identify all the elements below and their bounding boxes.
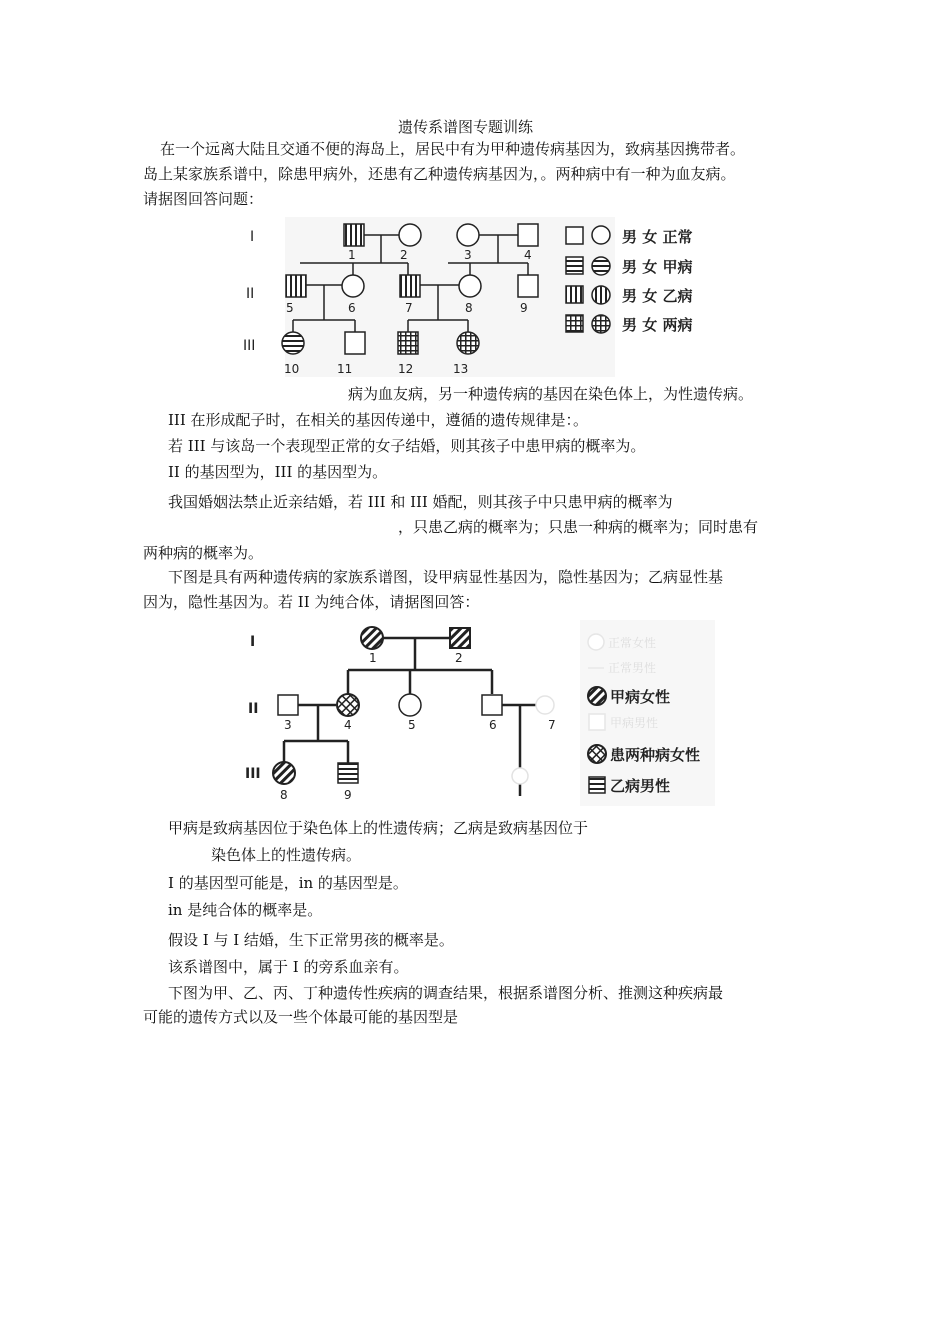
fig1-person-12 <box>398 332 418 354</box>
fig1-legend-disease-b: 男 女 乙病 <box>622 287 693 305</box>
fig1-num-12: 12 <box>398 362 414 376</box>
fig1-person-13 <box>457 332 479 354</box>
p3-line-2: 可能的遗传方式以及一些个体最可能的基因型是 <box>143 1008 459 1026</box>
intro-line-1: 在一个远离大陆且交通不便的海岛上，居民中有为甲种遗传病基因为，致病基因携带者。 <box>160 140 746 158</box>
fig1-person-7 <box>400 275 420 297</box>
fig1-num-7: 7 <box>405 301 413 315</box>
fig1-person-3 <box>457 224 479 246</box>
fig1-legend-both: 男 女 两病 <box>622 316 693 334</box>
q1-line-5: 我国婚姻法禁止近亲结婚，若 III 和 III 婚配，则其孩子中只患甲病的概率为 <box>168 493 673 511</box>
fig1-num-2: 2 <box>400 248 408 262</box>
fig1-num-1: 1 <box>348 248 356 262</box>
fig2-num-4: 4 <box>344 718 352 732</box>
fig2-legend-a-male: 甲病男性 <box>610 716 659 730</box>
fig1-gen-I: I <box>250 229 255 245</box>
q1-line-1: 病为血友病，另一种遗传病的基因在染色体上，为性遗传病。 <box>348 385 754 403</box>
fig2-gen-III: III <box>245 766 261 782</box>
fig1-num-13: 13 <box>453 362 469 376</box>
fig1-person-9 <box>518 275 538 297</box>
fig1-person-11 <box>345 332 365 354</box>
fig1-person-10 <box>282 332 304 354</box>
q2-line-5: 假设 I 与 I 结婚，生下正常男孩的概率是。 <box>168 931 454 949</box>
intro-line-3: 请据图回答问题： <box>143 190 264 208</box>
p3-line-1: 下图为甲、乙、丙、丁种遗传性疾病的调查结果，根据系谱图分析、推测这种疾病最 <box>168 984 724 1002</box>
q2-line-4: in 是纯合体的概率是。 <box>168 901 323 919</box>
fig1-num-5: 5 <box>286 301 294 315</box>
fig2-num-3: 3 <box>284 718 292 732</box>
q1-line-2: III 在形成配子时，在相关的基因传递中，遵循的遗传规律是：。 <box>168 411 589 429</box>
fig1-person-2 <box>399 224 421 246</box>
fig1-gen-III: III <box>243 338 256 354</box>
fig1-num-3: 3 <box>464 248 472 262</box>
fig2-num-6: 6 <box>489 718 497 732</box>
fig1-legend-normal: 男 女 正常 <box>622 228 693 246</box>
q1-line-3: 若 III 与该岛一个表现型正常的女子结婚，则其孩子中患甲病的概率为。 <box>168 437 646 455</box>
pedigree-figure-2 <box>240 618 720 808</box>
fig1-gen-II: II <box>246 286 255 302</box>
q2-line-3: I 的基因型可能是，in 的基因型是。 <box>168 874 408 892</box>
fig2-num-2: 2 <box>455 651 463 665</box>
fig1-person-8 <box>459 275 481 297</box>
fig2-person-5 <box>399 694 421 716</box>
q2-line-6: 该系谱图中，属于 I 的旁系血亲有。 <box>168 958 409 976</box>
fig2-legend-a-female: 甲病女性 <box>610 688 671 706</box>
fig1-num-10: 10 <box>284 362 300 376</box>
p2-line-2: 因为，隐性基因为。若 II 为纯合体，请据图回答： <box>143 593 480 611</box>
pedigree-figure-1 <box>240 215 720 380</box>
fig1-legend-disease-a: 男 女 甲病 <box>622 258 693 276</box>
p2-line-1: 下图是具有两种遗传病的家族系谱图，设甲病显性基因为，隐性基因为；乙病显性基 <box>168 568 724 586</box>
q2-line-1: 甲病是致病基因位于染色体上的性遗传病；乙病是致病基因位于 <box>168 819 589 837</box>
fig1-num-8: 8 <box>465 301 473 315</box>
fig2-legend-both-female: 患两种病女性 <box>610 746 701 764</box>
fig2-person-2 <box>450 628 470 648</box>
intro-line-2: 岛上某家族系谱中，除患甲病外，还患有乙种遗传病基因为，。两种病中有一种为血友病。 <box>143 165 736 183</box>
fig2-num-7: 7 <box>548 718 556 732</box>
fig2-gen-II: II <box>248 701 259 717</box>
fig1-person-4 <box>518 224 538 246</box>
fig2-gen-I: I <box>250 634 256 650</box>
page-title: 遗传系谱图专题训练 <box>398 118 534 136</box>
fig1-person-5 <box>286 275 306 297</box>
q1-line-7: 两种病的概率为。 <box>143 544 264 562</box>
fig2-num-8: 8 <box>280 788 288 802</box>
fig1-person-6 <box>342 275 364 297</box>
fig1-num-11: 11 <box>337 362 353 376</box>
fig2-legend-b-male: 乙病男性 <box>610 777 671 795</box>
q1-line-6: ，只患乙病的概率为；只患一种病的概率为；同时患有 <box>398 518 759 536</box>
q2-line-2: 染色体上的性遗传病。 <box>211 846 362 864</box>
fig2-person-1 <box>361 627 383 649</box>
fig2-person-3 <box>278 695 298 715</box>
fig1-num-6: 6 <box>348 301 356 315</box>
fig2-legend-normal-female: 正常女性 <box>608 636 657 650</box>
fig2-num-9: 9 <box>344 788 352 802</box>
fig2-person-7 <box>536 696 554 714</box>
fig1-num-9: 9 <box>520 301 528 315</box>
fig2-person-4 <box>337 694 359 716</box>
fig2-person-8 <box>273 762 295 784</box>
fig2-num-5: 5 <box>408 718 416 732</box>
fig1-num-4: 4 <box>524 248 532 262</box>
fig2-num-1: 1 <box>369 651 377 665</box>
q1-line-4: II 的基因型为，III 的基因型为。 <box>168 463 388 481</box>
fig1-person-1 <box>344 224 364 246</box>
fig2-legend-normal-male: 正常男性 <box>608 661 657 675</box>
fig2-person-6 <box>482 695 502 715</box>
fig2-person-9 <box>338 763 358 783</box>
